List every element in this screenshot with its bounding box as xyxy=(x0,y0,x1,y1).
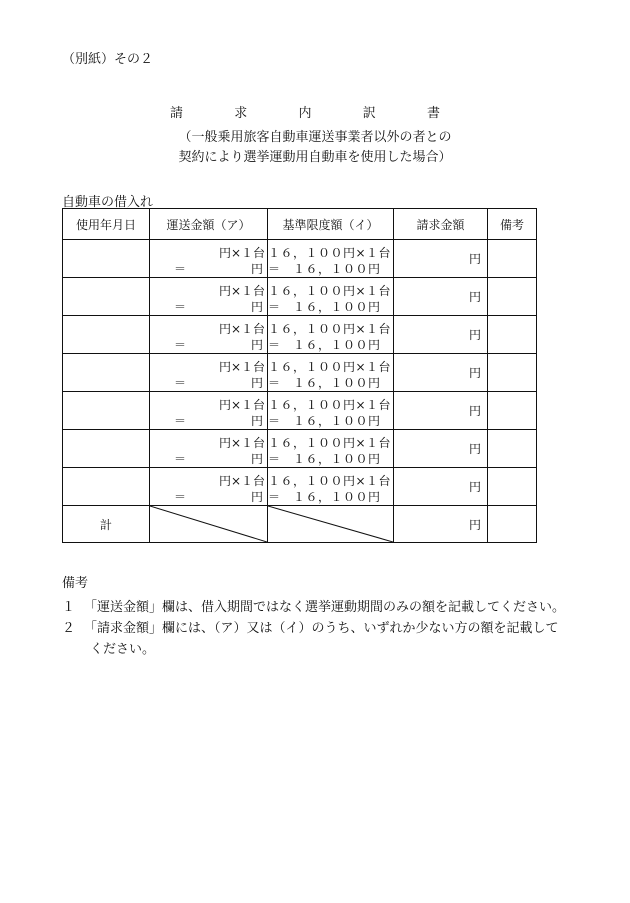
yen-unit: 円 xyxy=(250,414,263,428)
yen-unit: 円 xyxy=(250,376,263,390)
note-text: 「運送金額」欄は、借入期間ではなく選挙運動期間のみの額を記載してください。 xyxy=(84,600,566,615)
claim-amount-cell[interactable]: 円 xyxy=(394,430,488,468)
equals-sign: ＝ xyxy=(174,490,187,504)
transport-rate-text: 円×１台 xyxy=(218,322,265,336)
equals-sign: ＝ xyxy=(174,376,187,390)
date-cell[interactable] xyxy=(63,278,150,316)
limit-amount-cell xyxy=(268,354,394,392)
header-remarks: 備考 xyxy=(488,209,537,240)
transport-rate-text: 円×１台 xyxy=(218,398,265,412)
limit-total-text: ＝ １６，１００円 xyxy=(268,376,381,390)
total-limit-diagonal xyxy=(268,506,394,543)
transport-amount-cell[interactable] xyxy=(150,392,268,430)
limit-total-text: ＝ １６，１００円 xyxy=(268,262,381,276)
limit-amount-cell xyxy=(268,240,394,278)
table-row xyxy=(63,316,537,354)
transport-amount-cell[interactable] xyxy=(150,240,268,278)
title-char: 書 xyxy=(426,106,440,121)
claim-amount-cell[interactable]: 円 xyxy=(394,316,488,354)
header-limit-amount: 基準限度額（イ） xyxy=(268,209,394,240)
limit-total-text: ＝ １６，１００円 xyxy=(268,452,381,466)
date-cell[interactable] xyxy=(63,468,150,506)
transport-rate-text: 円×１台 xyxy=(218,246,265,260)
limit-rate-text: １６，１００円×１台 xyxy=(268,436,392,450)
equals-sign: ＝ xyxy=(174,300,187,314)
total-transport-diagonal xyxy=(150,506,268,543)
claim-amount-cell[interactable]: 円 xyxy=(394,278,488,316)
section-title: 自動車の借入れ xyxy=(62,195,154,210)
table-row xyxy=(63,354,537,392)
date-cell[interactable] xyxy=(63,354,150,392)
claim-amount-cell[interactable]: 円 xyxy=(394,392,488,430)
remarks-cell[interactable] xyxy=(488,392,537,430)
remarks-cell[interactable] xyxy=(488,278,537,316)
subtitle-line-1: （一般乗用旅客自動車運送事業者以外の者との xyxy=(178,130,452,145)
header-claim-amount: 請求金額 xyxy=(394,209,488,240)
title-char: 請 xyxy=(170,106,184,121)
transport-amount-cell[interactable] xyxy=(150,430,268,468)
limit-amount-cell xyxy=(268,430,394,468)
equals-sign: ＝ xyxy=(174,338,187,352)
title-char: 内 xyxy=(298,106,312,121)
table-row xyxy=(63,278,537,316)
claim-amount-cell[interactable]: 円 xyxy=(394,354,488,392)
limit-rate-text: １６，１００円×１台 xyxy=(268,246,392,260)
date-cell[interactable] xyxy=(63,316,150,354)
remarks-cell[interactable] xyxy=(488,430,537,468)
yen-unit: 円 xyxy=(250,490,263,504)
claim-amount-cell[interactable]: 円 xyxy=(394,468,488,506)
limit-amount-cell xyxy=(268,316,394,354)
date-cell[interactable] xyxy=(63,392,150,430)
claim-amount-cell[interactable]: 円 xyxy=(394,240,488,278)
transport-amount-cell[interactable] xyxy=(150,468,268,506)
total-remarks xyxy=(488,506,537,543)
yen-unit: 円 xyxy=(250,452,263,466)
limit-rate-text: １６，１００円×１台 xyxy=(268,360,392,374)
attachment-header: （別紙）その２ xyxy=(62,52,154,67)
transport-amount-cell[interactable] xyxy=(150,278,268,316)
title-char: 求 xyxy=(234,106,248,121)
remarks-cell[interactable] xyxy=(488,240,537,278)
note-2 xyxy=(62,617,559,636)
invoice-table xyxy=(62,208,537,543)
title-char: 訳 xyxy=(362,106,376,121)
note-1 xyxy=(62,596,565,615)
remarks-cell[interactable] xyxy=(488,316,537,354)
limit-rate-text: １６，１００円×１台 xyxy=(268,284,392,298)
table-row xyxy=(63,430,537,468)
yen-unit: 円 xyxy=(250,300,263,314)
transport-rate-text: 円×１台 xyxy=(218,474,265,488)
limit-amount-cell xyxy=(268,278,394,316)
note-number: １ xyxy=(62,600,76,615)
limit-total-text: ＝ １６，１００円 xyxy=(268,338,381,352)
limit-total-text: ＝ １６，１００円 xyxy=(268,300,381,314)
header-date: 使用年月日 xyxy=(63,209,150,240)
note-text: 「請求金額」欄には、（ア）又は（イ）のうち、いずれか少ない方の額を記載して xyxy=(84,621,559,636)
table-row xyxy=(63,392,537,430)
table-header-row xyxy=(63,209,537,240)
date-cell[interactable] xyxy=(63,240,150,278)
transport-rate-text: 円×１台 xyxy=(218,360,265,374)
subtitle-line-2: 契約により選挙運動用自動車を使用した場合） xyxy=(178,150,452,165)
limit-total-text: ＝ １６，１００円 xyxy=(268,414,381,428)
total-label: 計 xyxy=(63,506,150,543)
transport-amount-cell[interactable] xyxy=(150,316,268,354)
remarks-cell[interactable] xyxy=(488,354,537,392)
limit-total-text: ＝ １６，１００円 xyxy=(268,490,381,504)
notes-title: 備考 xyxy=(62,576,89,591)
limit-rate-text: １６，１００円×１台 xyxy=(268,322,392,336)
transport-amount-cell[interactable] xyxy=(150,354,268,392)
limit-rate-text: １６，１００円×１台 xyxy=(268,474,392,488)
date-cell[interactable] xyxy=(63,430,150,468)
limit-amount-cell xyxy=(268,468,394,506)
equals-sign: ＝ xyxy=(174,452,187,466)
note-2-continuation: ください。 xyxy=(90,642,156,657)
equals-sign: ＝ xyxy=(174,262,187,276)
transport-rate-text: 円×１台 xyxy=(218,436,265,450)
document-title xyxy=(170,102,440,121)
remarks-cell[interactable] xyxy=(488,468,537,506)
yen-unit: 円 xyxy=(250,262,263,276)
table-row xyxy=(63,468,537,506)
table-row xyxy=(63,240,537,278)
yen-unit: 円 xyxy=(250,338,263,352)
total-claim-amount: 円 xyxy=(394,506,488,543)
equals-sign: ＝ xyxy=(174,414,187,428)
transport-rate-text: 円×１台 xyxy=(218,284,265,298)
total-row xyxy=(63,506,537,543)
header-transport-amount: 運送金額（ア） xyxy=(150,209,268,240)
limit-amount-cell xyxy=(268,392,394,430)
note-number: ２ xyxy=(62,621,76,636)
limit-rate-text: １６，１００円×１台 xyxy=(268,398,392,412)
